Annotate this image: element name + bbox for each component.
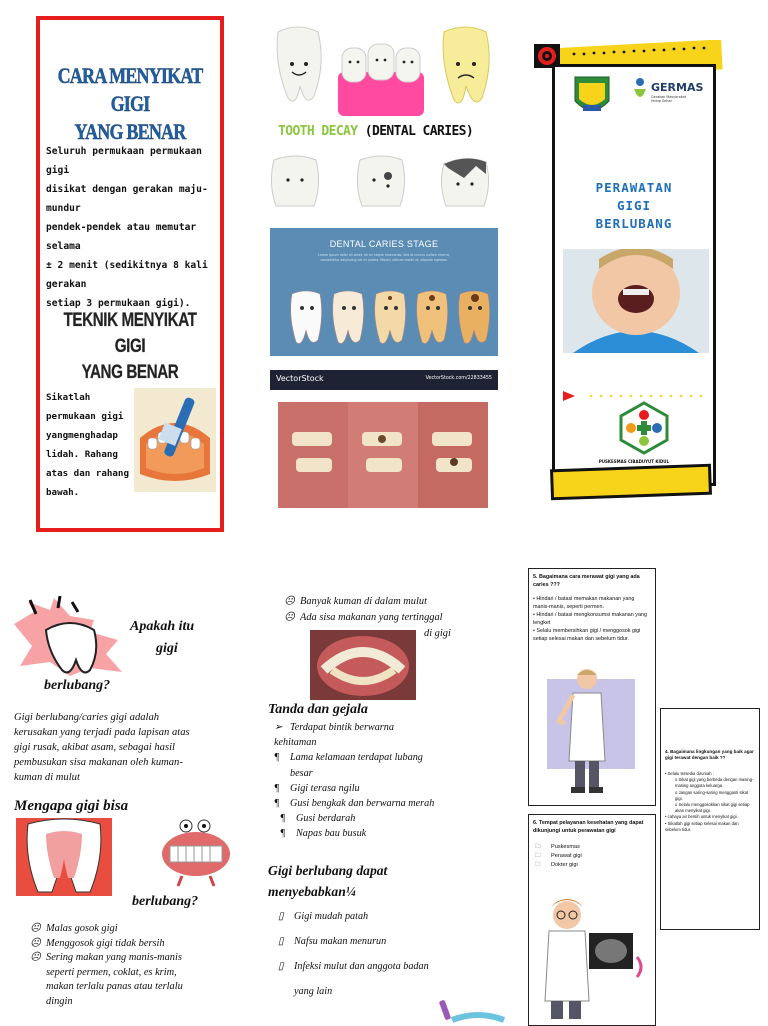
tip-text: Hindari / batasi memakan makanan yang manis-manis, seperti permen. <box>533 596 635 610</box>
teeth-illustration <box>268 24 500 132</box>
city-emblem-icon <box>573 75 611 119</box>
tip-item: • Selalu membersihkan gigi / menggosok gigi setiap selesai makan dan sebelum tidur. <box>533 628 641 642</box>
env-text: Selalu menggosokkan sikat gigi setiap akan menyikat gigi. <box>675 802 750 814</box>
question2-line1: Mengapa gigi bisa <box>14 798 129 814</box>
caries-stage-subtitle: Lorem ipsum dolor sit amet, sit mi neque maecenas. Sed et cursus nullam viverra, consectetur adipiscing vel mi platea. Mauris ultrices morbi ut, aliquam egestas. <box>318 253 450 262</box>
signs-title: Tanda dan gejala <box>268 702 368 717</box>
vectorstock-bar <box>270 370 498 390</box>
folder-icon: 🗀 <box>535 853 541 859</box>
effect-item <box>278 904 506 929</box>
definition-line: kuman di mulut <box>14 772 80 783</box>
env-text: Selalu tersedia dirumah : <box>667 771 714 776</box>
env-item: • Selalu tersedia dirumah : <box>665 771 714 776</box>
bullet-icon: ¶ <box>274 752 280 764</box>
body-line: disikat dengan gerakan maju-mundur <box>46 184 208 214</box>
caries-image-panel <box>268 14 500 512</box>
frown-icon: ☹ <box>284 596 295 607</box>
effect-item <box>278 954 506 979</box>
cover-panel <box>552 64 716 486</box>
definition-line: kerusakan yang terjadi pada lapisan atas <box>14 727 190 738</box>
environment-question: 4. Bagaimana lingkungan yang baik agar gigi terawat dengan baik ?? <box>665 749 754 761</box>
brushing-panel <box>36 16 224 532</box>
cause-item <box>30 937 244 952</box>
signs-list <box>274 720 506 842</box>
brushing-title-line2: YANG BENAR <box>74 119 186 144</box>
sign-text: besar <box>290 767 313 779</box>
sign-item <box>274 826 506 841</box>
sign-text: Gusi berdarah <box>296 813 356 825</box>
place-text: Perawat gigi <box>551 853 582 859</box>
germas-label: GERMAS <box>651 81 704 94</box>
side-line: lidah. Rahang <box>46 449 118 460</box>
body-line: Seluruh permukaan permukaan gigi <box>46 146 202 176</box>
cover-title-line2: GIGI <box>616 198 652 213</box>
cause-text: Sering makan yang manis-manis <box>46 952 182 964</box>
place-item <box>535 861 645 870</box>
mouth-photos <box>278 402 488 508</box>
definition-panel <box>8 588 244 1024</box>
bullet-icon: ¶ <box>280 813 286 825</box>
care-question: 5. Bagaimana cara merawat gigi yang ada caries ??? <box>533 574 640 588</box>
child-photo <box>563 249 709 353</box>
effect-text: Infeksi mulut dan anggota badan <box>294 961 429 972</box>
sign-text: Lama kelamaan terdapat lubang <box>290 752 423 764</box>
places-list <box>535 843 645 870</box>
side-line: yangmenghadap <box>46 430 118 441</box>
env-item: o Sikat gigi yang berbeda dengan masing-masing anggota keluarga. <box>675 777 754 789</box>
effects-title-line1: Gigi berlubang dapat <box>268 863 388 878</box>
yellow-banner-bottom <box>548 462 714 502</box>
arrow-bullet-icon: ➢ <box>274 722 283 733</box>
tip-item: • Hindari / batasi memakan makanan yang manis-manis, seperti permen. <box>533 596 635 610</box>
definition-text <box>14 710 244 785</box>
vectorstock-url: VectorStock.com/22833455 <box>425 376 492 381</box>
dentist-illustration <box>543 665 639 801</box>
sign-item <box>274 811 506 826</box>
vectorstock-logo: VectorStock <box>276 374 324 383</box>
aching-tooth-illustration <box>10 596 126 678</box>
care-tips <box>533 595 651 643</box>
sign-item <box>274 781 506 796</box>
cause-text: makan terlalu panas atau terlalu <box>46 981 183 993</box>
env-item: o Selalu menggosokkan sikat gigi setiap akan menyikat gigi. <box>675 802 750 814</box>
caries-stage-title: DENTAL CARIES STAGE <box>329 239 439 249</box>
sign-text: Gusi bengkak dan berwarna merah <box>290 798 435 810</box>
places-box <box>528 814 656 1026</box>
env-text: cahaya air bersih untuk menyikat gigi. <box>667 814 738 820</box>
side-line: bawah. <box>46 487 80 498</box>
dental-caries-label: (DENTAL CARIES) <box>364 124 474 139</box>
caries-stage-card <box>270 228 498 356</box>
technique-body <box>46 388 132 502</box>
question1 <box>130 616 194 660</box>
effect-text: yang lain <box>294 986 333 997</box>
cover-title-line1: PERAWATAN <box>595 180 673 195</box>
bullet-icon: ▯ <box>278 911 284 922</box>
bullet-icon: ¶ <box>274 782 280 794</box>
frown-icon: ☹ <box>30 923 41 934</box>
env-item: o Jangan saring-saring mengganti sikat gigi. <box>675 789 749 801</box>
germas-icon <box>631 77 649 105</box>
side-line: permukaan gigi <box>46 411 124 422</box>
question1-line2: gigi <box>156 641 178 656</box>
question2-line2: berlubang? <box>132 894 199 909</box>
brushing-title <box>56 62 204 146</box>
brushing-body <box>46 142 222 313</box>
symptoms-panel <box>262 588 506 1024</box>
definition-line: Gigi berlubang/caries gigi adalah <box>14 712 160 723</box>
body-line: ± 2 menit (sedikitnya 8 kali gerakan <box>46 260 208 290</box>
care-box <box>528 568 656 806</box>
cause-text: Banyak kuman di dalam mulut <box>300 596 427 607</box>
brushing-title-line1: CARA MENYIKAT GIGI <box>57 63 203 116</box>
mouth-photo <box>310 630 416 700</box>
environment-box <box>660 708 760 930</box>
bullet-icon: ¶ <box>280 828 286 840</box>
env-item: • Sikatlah gigi setiap selesai makan dan sebelum tidur. <box>665 820 739 832</box>
tooth-cross-section <box>16 818 112 896</box>
sign-text: Napas bau busuk <box>296 828 367 840</box>
toothbrush-illustration <box>134 388 216 492</box>
cause-text: Menggosok gigi tidak bersih <box>46 937 165 949</box>
definition-line: pembusukan sisa makanan oleh kuman- <box>14 757 183 768</box>
dentist-xray-illustration <box>529 897 653 1023</box>
env-item: • cahaya air bersih untuk menyikat gigi. <box>665 814 738 820</box>
cover-title <box>555 179 713 233</box>
side-line: atas dan rahang <box>46 468 129 479</box>
body-line: pendek-pendek atau memutar selama <box>46 222 197 252</box>
cause-item <box>284 610 504 626</box>
decayed-teeth-row <box>268 154 500 212</box>
puskesmas-logo-icon <box>617 401 671 455</box>
env-text: Sikatlah gigi setiap selesai makan dan sebelum tidur. <box>665 820 739 832</box>
technique-title <box>58 308 202 386</box>
effect-text: Nafsu makan menurun <box>294 936 387 947</box>
sign-text: Gigi terasa ngilu <box>290 782 360 794</box>
caries-stage-teeth <box>270 286 498 356</box>
technique-title-line2: YANG BENAR <box>81 362 179 383</box>
place-item <box>535 852 645 861</box>
frown-icon: ☹ <box>30 937 41 949</box>
env-text: Jangan saring-saring mengganti sikat gigi. <box>675 789 749 801</box>
folder-icon: 🗀 <box>535 844 541 850</box>
body-line: setiap 3 permukaan gigi). <box>46 298 191 309</box>
environment-list <box>665 771 755 833</box>
effects-list <box>278 904 506 1004</box>
sign-item <box>274 750 506 765</box>
effect-text: Gigi mudah patah <box>294 911 369 922</box>
effect-item <box>278 929 506 954</box>
cause-text: di gigi <box>424 628 451 639</box>
cause-text: seperti permen, coklat, es krim, <box>46 966 177 978</box>
frown-icon: ☹ <box>284 612 295 623</box>
bullet-icon: ¶ <box>274 798 280 810</box>
denture-character <box>158 818 234 888</box>
technique-title-line1: TEKNIK MENYIKAT GIGI <box>63 310 197 357</box>
env-text: Sikat gigi yang berbeda dengan masing-masing anggota keluarga. <box>675 777 754 789</box>
puskesmas-label: PUSKESMAS CIBADUYUT KIDUL <box>598 459 670 464</box>
toothbrush-icon <box>438 996 506 1024</box>
germas-subtitle: Gerakan Masyarakat Hidup Sehat <box>651 95 687 104</box>
cover-title-line3: BERLUBANG <box>595 216 673 231</box>
bullet-icon: ▯ <box>278 961 284 972</box>
cause-item <box>284 594 504 610</box>
sign-text: kehitaman <box>274 737 317 749</box>
question1-line3: berlubang? <box>44 678 111 693</box>
tooth-decay-label: TOOTH DECAY <box>278 124 358 139</box>
frown-icon: ☹ <box>30 952 41 964</box>
tip-text: Hindari / batasi mengkonsumsi makanan yang lengket <box>533 612 647 626</box>
cause-item <box>30 951 244 966</box>
tip-item: • Hindari / batasi mengkonsumsi makanan yang lengket <box>533 612 647 626</box>
effects-title <box>268 860 387 902</box>
sign-item <box>274 796 506 811</box>
effects-title-line2: menyebabkan¼ <box>268 884 356 899</box>
causes-list <box>30 922 244 1010</box>
places-question: 6. Tempat pelayanan kesehatan yang dapat dikunjungi untuk perawatan gigi <box>533 820 644 834</box>
cause-text: Malas gosok gigi <box>46 923 118 934</box>
place-text: Puskesmas <box>551 844 580 850</box>
sign-item <box>274 720 506 735</box>
cause-item <box>30 922 244 937</box>
tip-text: Selalu membersihkan gigi / menggosok gigi setiap selesai makan dan sebelum tidur. <box>533 628 641 642</box>
definition-line: gigi rusak, akibat asam, sebagai hasil <box>14 742 175 753</box>
side-line: Sikatlah <box>46 392 91 403</box>
bullet-icon: ▯ <box>278 936 284 947</box>
tooth-decay-caption <box>278 124 498 139</box>
cause-text: Ada sisa makanan yang tertinggal <box>300 612 443 623</box>
folder-icon: 🗀 <box>535 862 541 868</box>
place-item <box>535 843 645 852</box>
place-text: Dokter gigi <box>551 862 578 868</box>
question1-line1: Apakah itu <box>130 619 195 634</box>
sign-text: Terdapat bintik berwarna <box>290 722 394 733</box>
cause-text: dingin <box>46 995 73 1007</box>
